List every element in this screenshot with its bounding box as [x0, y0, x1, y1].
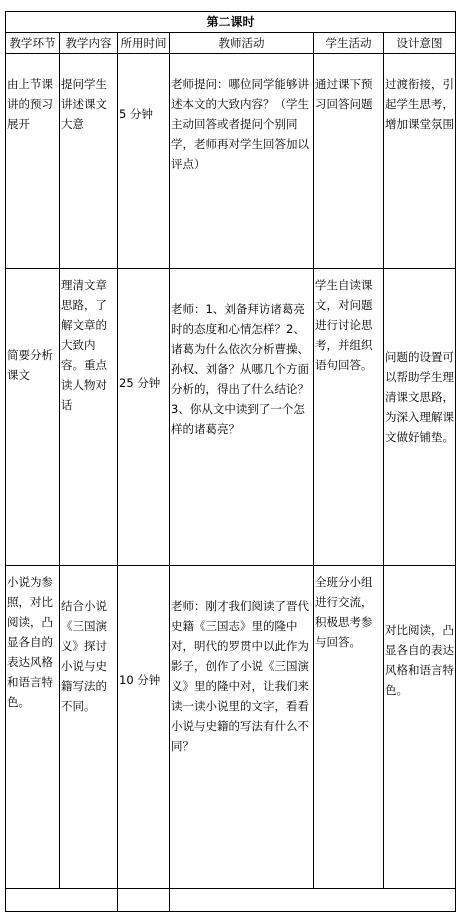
cell-student: 通过课下预习回答问题 — [314, 54, 384, 269]
cell-phase: 简要分析课文 — [6, 269, 60, 566]
header-content: 教学内容 — [60, 33, 118, 54]
header-phase: 教学环节 — [6, 33, 60, 54]
cell-teacher: 老师：刚才我们阅读了晋代史籍《三国志》里的隆中对，明代的罗贯中以此作为影子，创作了小说《三国演义》里的隆中对，让我们来读一读小说里的文字，看看小说与史籍的写法有什么不同？ — [170, 566, 314, 889]
cell-content: 提问学生讲述课文大意 — [60, 54, 118, 269]
header-purpose: 设计意图 — [384, 33, 456, 54]
cell-purpose: 过渡衔接，引起学生思考，增加课堂氛围 — [384, 54, 456, 269]
empty-cell — [6, 889, 118, 912]
table-row — [6, 269, 456, 566]
table-row — [6, 566, 456, 889]
cell-student: 学生自读课文，对问题进行讨论思考，并组织语句回答。 — [314, 269, 384, 566]
table-title: 第二课时 — [6, 12, 456, 33]
header-teacher: 教师活动 — [170, 33, 314, 54]
cell-teacher: 老师提问：哪位同学能够讲述本文的大致内容？（学生主动回答或者提问个别同学，老师再对学生回答加以评点） — [170, 54, 314, 269]
cell-time: 25 分钟 — [118, 269, 170, 566]
table-row — [6, 54, 456, 269]
cell-time: 5 分钟 — [118, 54, 170, 269]
empty-cell — [170, 889, 456, 912]
header-time: 所用时间 — [118, 33, 170, 54]
cell-purpose: 对比阅读，凸显各自的表达风格和语言特色。 — [384, 566, 456, 889]
cell-teacher: 老师：1、刘备拜访诸葛亮时的态度和心情怎样？2、诸葛为什么依次分析曹操、孙权、刘备？从哪几个方面分析的，得出了什么结论？3、你从文中读到了一个怎样的诸葛亮？ — [170, 269, 314, 566]
header-student: 学生活动 — [314, 33, 384, 54]
cell-content: 理清文章思路，了解文章的大致内容。重点读人物对话 — [60, 269, 118, 566]
cell-student: 全班分小组进行交流，积极思考参与回答。 — [314, 566, 384, 889]
cell-content: 结合小说《三国演义》探讨小说与史籍写法的不同。 — [60, 566, 118, 889]
cell-purpose: 问题的设置可以帮助学生理清课文思路，为深入理解课文做好铺垫。 — [384, 269, 456, 566]
empty-cell — [118, 889, 170, 912]
table-row-empty — [6, 889, 456, 912]
lesson-plan-table — [5, 11, 456, 912]
cell-phase: 小说为参照，对比阅读，凸显各自的表达风格和语言特色。 — [6, 566, 60, 889]
header-row — [6, 33, 456, 54]
cell-time: 10 分钟 — [118, 566, 170, 889]
cell-phase: 由上节课讲的预习展开 — [6, 54, 60, 269]
